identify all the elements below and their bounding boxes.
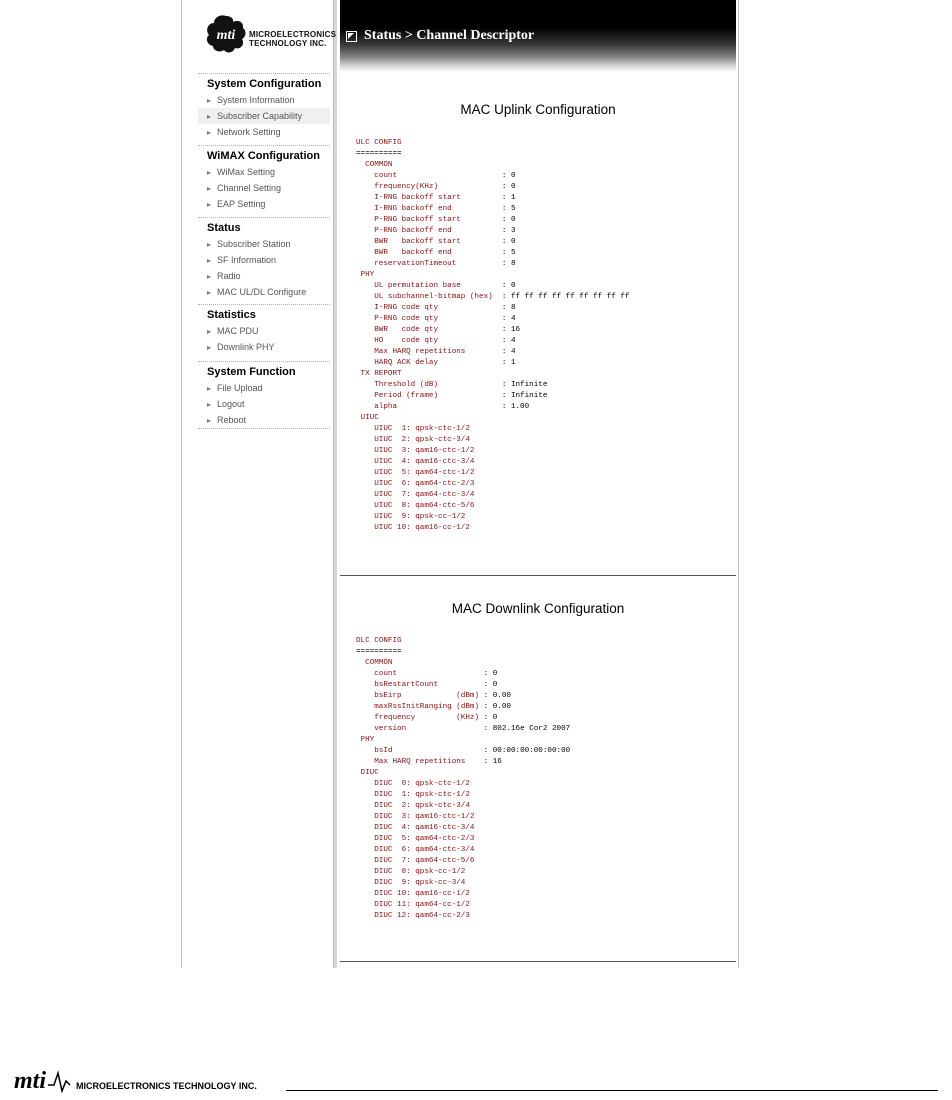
sidebar-item[interactable] xyxy=(198,236,330,252)
config-value: : 4 xyxy=(501,315,516,323)
footer-rule xyxy=(286,1090,938,1091)
config-value: : 5 xyxy=(501,249,516,257)
sidebar-item[interactable] xyxy=(198,252,330,268)
config-group-label: COMMON xyxy=(356,659,393,667)
config-key: I-RNG backoff end xyxy=(356,205,502,213)
downlink-config-text xyxy=(356,636,570,922)
config-value: : 8 xyxy=(501,260,516,268)
sidebar-item-label: File Upload xyxy=(217,383,263,393)
config-value: : 16 xyxy=(501,326,521,334)
config-key: I-RNG backoff start xyxy=(356,194,502,202)
config-row xyxy=(356,237,629,248)
sidebar-item-label: Logout xyxy=(217,399,245,409)
config-value: : 0.00 xyxy=(483,703,511,711)
config-key: maxRssInitRanging (dBm) xyxy=(356,703,484,711)
chevron-right-icon: ▸ xyxy=(207,200,212,209)
config-diuc-line: DIUC 2: qpsk-ctc-3/4 xyxy=(356,802,470,810)
config-diuc-line: DIUC 9: qpsk-cc-3/4 xyxy=(356,879,466,887)
nav-section-title: WiMAX Configuration xyxy=(198,145,330,164)
config-row xyxy=(356,402,629,413)
config-value: : 1.00 xyxy=(501,403,530,411)
sidebar-item[interactable] xyxy=(198,180,330,196)
config-value: : 1 xyxy=(501,194,516,202)
sidebar-item[interactable] xyxy=(198,284,330,300)
chevron-right-icon: ▸ xyxy=(207,384,212,393)
config-row xyxy=(356,314,629,325)
config-group-label: COMMON xyxy=(356,161,393,169)
config-row xyxy=(356,325,629,336)
chevron-right-icon: ▸ xyxy=(207,240,212,249)
config-value: : 0 xyxy=(501,183,516,191)
config-key: bsId xyxy=(356,747,484,755)
config-diuc-line: DIUC 8: qpsk-cc-1/2 xyxy=(356,868,466,876)
sidebar-item[interactable] xyxy=(198,164,330,180)
config-value: : 16 xyxy=(483,758,502,766)
chevron-right-icon: ▸ xyxy=(207,128,212,137)
config-value: : ff ff ff ff ff ff ff ff ff xyxy=(501,293,630,301)
config-key: UL subchannel-bitmap (hex) xyxy=(356,293,502,301)
footer-brand-text: MICROELECTRONICS TECHNOLOGY INC. xyxy=(76,1081,257,1091)
config-diuc-line: DIUC 1: qpsk-ctc-1/2 xyxy=(356,791,470,799)
chevron-right-icon: ▸ xyxy=(207,327,212,336)
config-diuc-line: DIUC 4: qam16-ctc-3/4 xyxy=(356,824,475,832)
sidebar-item-label: System Information xyxy=(217,95,295,105)
config-group-label: UIUC xyxy=(356,414,379,422)
config-row xyxy=(356,347,629,358)
config-row xyxy=(356,292,629,303)
nav-section-title: Statistics xyxy=(198,304,330,323)
config-value: : 0 xyxy=(501,216,516,224)
config-key: HARQ ACK delay xyxy=(356,359,502,367)
config-key: bsRestartCount xyxy=(356,681,484,689)
config-uiuc-line: UIUC 3: qam16-ctc-1/2 xyxy=(356,447,475,455)
config-diuc-line: DIUC 10: qam16-cc-1/2 xyxy=(356,890,470,898)
config-key: I-RNG code qty xyxy=(356,304,502,312)
sidebar-item[interactable] xyxy=(198,108,330,124)
config-key: count xyxy=(356,670,484,678)
config-value: : 1 xyxy=(501,359,516,367)
sidebar-divider xyxy=(333,0,337,968)
nav-section xyxy=(198,217,330,300)
sidebar-item-label: Downlink PHY xyxy=(217,342,275,352)
config-value: : 802.16e Cor2 2007 xyxy=(483,725,571,733)
config-value: : 0 xyxy=(501,238,516,246)
chevron-right-icon: ▸ xyxy=(207,343,212,352)
config-value: : 4 xyxy=(501,337,516,345)
config-key: alpha xyxy=(356,403,502,411)
config-row xyxy=(356,713,570,724)
config-rule: ========== xyxy=(356,150,402,158)
config-diuc-line: DIUC 6: qam64-ctc-3/4 xyxy=(356,846,475,854)
config-row xyxy=(356,248,629,259)
config-row xyxy=(356,182,629,193)
config-key: UL permutation base xyxy=(356,282,502,290)
config-value: : Infinite xyxy=(501,392,548,400)
sidebar-item-label: MAC PDU xyxy=(217,326,259,336)
config-key: bsEirp (dBm) xyxy=(356,692,484,700)
footer-logo xyxy=(14,1067,284,1093)
sidebar-item-label: WiMax Setting xyxy=(217,167,276,177)
config-row xyxy=(356,259,629,270)
config-rule: ========== xyxy=(356,648,402,656)
sidebar-item-label: Subscriber Station xyxy=(217,239,291,249)
config-key: count xyxy=(356,172,502,180)
logo-line-1: MICROELECTRONICS xyxy=(249,30,337,39)
config-diuc-line: DIUC 7: qam64-ctc-5/6 xyxy=(356,857,475,865)
config-row xyxy=(356,724,570,735)
config-row xyxy=(356,226,629,237)
config-diuc-line: DIUC 0: qpsk-ctc-1/2 xyxy=(356,780,470,788)
config-uiuc-line: UIUC 5: qam64-ctc-1/2 xyxy=(356,469,475,477)
chevron-right-icon: ▸ xyxy=(207,272,212,281)
brand-logo[interactable] xyxy=(205,14,337,60)
config-uiuc-line: UIUC 4: qam16-ctc-3/4 xyxy=(356,458,475,466)
config-value: : 0 xyxy=(483,670,498,678)
config-row xyxy=(356,702,570,713)
config-diuc-line: DIUC 11: qam64-cc-1/2 xyxy=(356,901,470,909)
chevron-right-icon: ▸ xyxy=(207,256,212,265)
chevron-right-icon: ▸ xyxy=(207,400,212,409)
nav-section xyxy=(198,73,330,140)
logo-text xyxy=(249,30,336,48)
config-value: : 4 xyxy=(501,348,516,356)
config-uiuc-line: UIUC 7: qam64-ctc-3/4 xyxy=(356,491,475,499)
config-group-label: PHY xyxy=(356,271,375,279)
config-value: : 8 xyxy=(501,304,516,312)
config-key: frequency(KHz) xyxy=(356,183,502,191)
config-key: BWR code qty xyxy=(356,326,502,334)
config-key: Max HARQ repetitions xyxy=(356,758,484,766)
nav-section xyxy=(198,145,330,212)
config-value: : 0.00 xyxy=(483,692,511,700)
sidebar-item-label: Network Setting xyxy=(217,127,281,137)
footer-logo-mark-icon xyxy=(14,1067,284,1093)
sidebar-item-label: EAP Setting xyxy=(217,199,266,209)
chevron-right-icon: ▸ xyxy=(207,416,212,425)
section-divider xyxy=(340,575,736,576)
section-divider-bottom xyxy=(340,961,736,962)
config-uiuc-line: UIUC 8: qam64-ctc-5/6 xyxy=(356,502,475,510)
config-row xyxy=(356,336,629,347)
chevron-right-icon: ▸ xyxy=(207,184,212,193)
config-key: version xyxy=(356,725,484,733)
logo-line-2: TECHNOLOGY INC. xyxy=(249,39,327,48)
uplink-config-text xyxy=(356,138,629,534)
svg-text:mti: mti xyxy=(14,1068,47,1093)
config-group-label: DIUC xyxy=(356,769,379,777)
config-value: : 0 xyxy=(483,714,498,722)
nav-section xyxy=(198,304,330,355)
sidebar-item[interactable] xyxy=(198,124,330,140)
sidebar-item[interactable] xyxy=(198,196,330,212)
config-value: : 3 xyxy=(501,227,516,235)
config-key: Period (frame) xyxy=(356,392,502,400)
config-key: frequency (KHz) xyxy=(356,714,484,722)
sidebar-item[interactable] xyxy=(198,412,330,428)
config-uiuc-line: UIUC 10: qam16-cc-1/2 xyxy=(356,524,470,532)
config-row xyxy=(356,691,570,702)
nav-section-title: System Function xyxy=(198,361,330,380)
config-key: BWR backoff start xyxy=(356,238,502,246)
nav-section-title: Status xyxy=(198,217,330,236)
sidebar-item-label: SF Information xyxy=(217,255,277,265)
sidebar-item[interactable] xyxy=(198,268,330,284)
config-value: : 0 xyxy=(501,282,516,290)
logo-flower-icon xyxy=(205,14,247,54)
config-diuc-line: DIUC 5: qam64-ctc-2/3 xyxy=(356,835,475,843)
arrow-box-icon xyxy=(346,31,357,42)
config-value: : Infinite xyxy=(501,381,548,389)
config-header: DLC CONFIG xyxy=(356,637,402,645)
config-diuc-line: DIUC 3: qam16-ctc-1/2 xyxy=(356,813,475,821)
downlink-title: MAC Downlink Configuration xyxy=(451,601,625,616)
nav-section-title: System Configuration xyxy=(198,73,330,92)
config-uiuc-line: UIUC 2: qpsk-ctc-3/4 xyxy=(356,436,470,444)
sidebar-item-label: Subscriber Capability xyxy=(217,111,303,121)
chevron-right-icon: ▸ xyxy=(207,288,212,297)
config-value: : 0 xyxy=(483,681,498,689)
config-row xyxy=(356,746,570,757)
nav-section xyxy=(198,361,330,429)
config-key: Threshold (dB) xyxy=(356,381,502,389)
config-row xyxy=(356,303,629,314)
sidebar-item-label: Channel Setting xyxy=(217,183,282,193)
sidebar-item[interactable] xyxy=(198,92,330,108)
config-value: : 0 xyxy=(501,172,516,180)
config-row xyxy=(356,171,629,182)
config-group-label: TX REPORT xyxy=(356,370,402,378)
page-title: Status > Channel Descriptor xyxy=(364,28,535,43)
uplink-title: MAC Uplink Configuration xyxy=(460,102,616,117)
chevron-right-icon: ▸ xyxy=(207,168,212,177)
config-row xyxy=(356,193,629,204)
sidebar-item[interactable] xyxy=(198,380,330,396)
sidebar-item[interactable] xyxy=(198,396,330,412)
config-uiuc-line: UIUC 9: qpsk-cc-1/2 xyxy=(356,513,466,521)
page-header xyxy=(340,0,736,72)
config-uiuc-line: UIUC 1: qpsk-ctc-1/2 xyxy=(356,425,470,433)
config-row xyxy=(356,204,629,215)
config-group-label: PHY xyxy=(356,736,375,744)
config-header: ULC CONFIG xyxy=(356,139,402,147)
sidebar-item[interactable] xyxy=(198,323,330,339)
config-uiuc-line: UIUC 6: qam64-ctc-2/3 xyxy=(356,480,475,488)
config-diuc-line: DIUC 12: qam64-cc-2/3 xyxy=(356,912,470,920)
config-key: reservationTimeout xyxy=(356,260,502,268)
config-row xyxy=(356,669,570,680)
config-row xyxy=(356,358,629,369)
config-key: P-RNG backoff start xyxy=(356,216,502,224)
config-value: : 00:00:00:00:00:00 xyxy=(483,747,571,755)
sidebar-item-label: Reboot xyxy=(217,415,247,425)
config-row xyxy=(356,391,629,402)
config-key: BWR backoff end xyxy=(356,249,502,257)
chevron-right-icon: ▸ xyxy=(207,96,212,105)
sidebar-item-label: Radio xyxy=(217,271,241,281)
chevron-right-icon: ▸ xyxy=(207,112,212,121)
config-key: P-RNG code qty xyxy=(356,315,502,323)
config-row xyxy=(356,380,629,391)
config-row xyxy=(356,757,570,768)
nav-end-rule xyxy=(198,428,330,429)
svg-text:mti: mti xyxy=(216,28,236,43)
config-value: : 5 xyxy=(501,205,516,213)
config-row xyxy=(356,680,570,691)
config-row xyxy=(356,281,629,292)
config-row xyxy=(356,215,629,226)
config-key: HO code qty xyxy=(356,337,502,345)
config-key: P-RNG backoff end xyxy=(356,227,502,235)
sidebar-item[interactable] xyxy=(198,339,330,355)
config-key: Max HARQ repetitions xyxy=(356,348,502,356)
sidebar-item-label: MAC UL/DL Configure xyxy=(217,287,307,297)
